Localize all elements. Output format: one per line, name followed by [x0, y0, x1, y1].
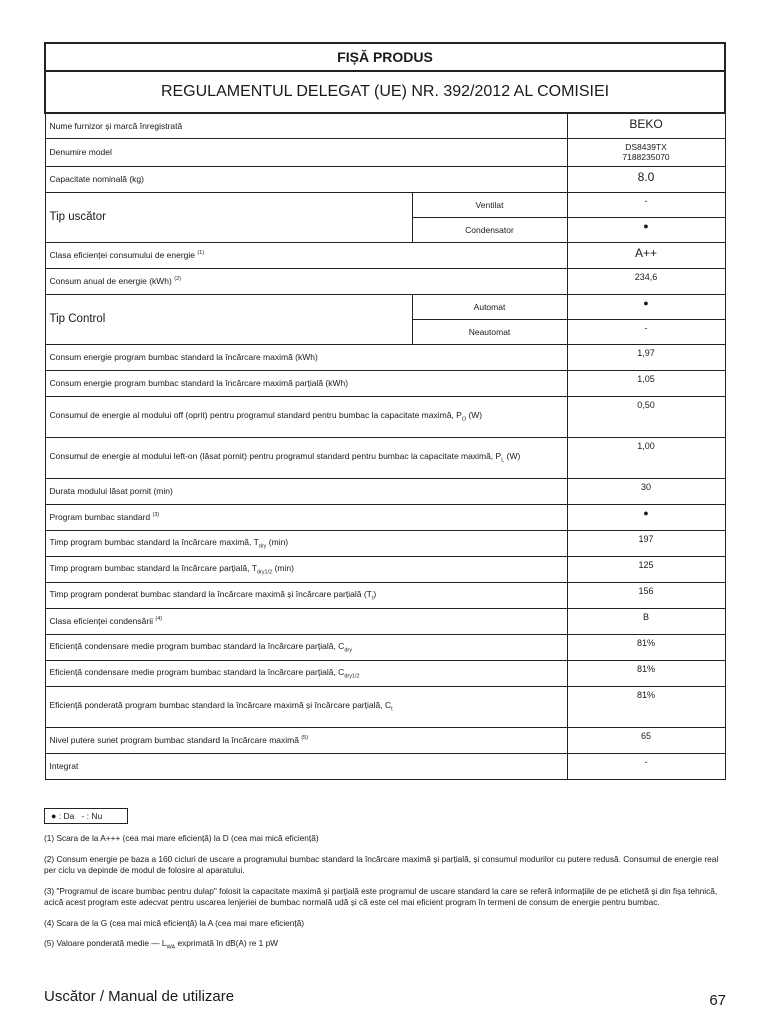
non-automatic-label: Neautomat — [412, 319, 567, 344]
legend-yes: : Da — [56, 811, 75, 821]
condensation-class-value: B — [567, 608, 725, 634]
cond-eff-full-label: Eficiență condensare medie program bumbac standard la încărcare parțială, $C_{dry}$ — [45, 634, 567, 660]
supplier-value: BEKO — [567, 113, 725, 138]
regulation-title: REGULAMENTUL DELEGAT (UE) NR. 392/2012 AL COMISIEI — [45, 71, 725, 113]
control-type-label: Tip Control — [45, 294, 412, 344]
fiche-title: FIȘĂ PRODUS — [45, 43, 725, 71]
footnotes — [44, 833, 724, 963]
footnote-3: (3) "Programul de iscare bumbac pentru dulap" folosit la capacitate maximă și parțială este programul de uscare standard la care se referă informațiile de pe etichetă și din fișa tehnică, acică acest program este adecvat pentru uscarea lenjeriei de bumbac normală udă și că este cel mai eficient program în termeni de consum de energie pentru bumbac. — [44, 885, 718, 907]
off-mode-value: 0,50 — [567, 396, 725, 437]
time-full-label: Timp program bumbac standard la încărcare maximă, $T_{dry}$ (min) — [45, 530, 567, 556]
condenser-value: ● — [567, 217, 725, 242]
model-name: DS8439TX — [625, 141, 667, 152]
time-weighted-value: 156 — [567, 582, 725, 608]
energy-partial-value: 1,05 — [567, 370, 725, 396]
legend-box — [44, 808, 128, 824]
energy-full-value: 1,97 — [567, 344, 725, 370]
efficiency-class-value: A++ — [567, 242, 725, 268]
automatic-value: ● — [567, 294, 725, 319]
model-label: Denumire model — [45, 138, 567, 166]
left-on-duration-value: 30 — [567, 478, 725, 504]
model-value — [567, 138, 725, 166]
noise-value: 65 — [567, 727, 725, 753]
condenser-label: Condensator — [412, 217, 567, 242]
annual-energy-label: Consum anual de energie (kWh) $^{(2)}$ — [45, 268, 567, 294]
capacity-value: 8.0 — [567, 166, 725, 192]
cond-eff-full-value: 81% — [567, 634, 725, 660]
condensation-class-label: Clasa eficienței condensării $^{(4)}$ — [45, 608, 567, 634]
footnote-4: (4) Scara de la G (cea mai mică eficiență) la A (cea mai mare eficiență) — [44, 917, 305, 928]
standard-program-label: Program bumbac standard $^{(3)}$ — [45, 504, 567, 530]
standard-program-value: ● — [567, 504, 725, 530]
cond-eff-weighted-value: 81% — [567, 686, 725, 727]
cond-eff-partial-value: 81% — [567, 660, 725, 686]
capacity-label: Capacitate nominală (kg) — [45, 166, 567, 192]
footnote-2: (2) Consum energie pe baza a 160 cicluri de uscare a programului bumbac standard la încărcare maximă și parțială, și consumul modurilor cu putere redusă. Consumul de energie real per ciclu va depinde de modul de folosire al aparatului. — [44, 853, 719, 875]
annual-energy-value: 234,6 — [567, 268, 725, 294]
footnote-1: (1) Scara de la A+++ (cea mai mare eficiență) la D (cea mai mică eficiență) — [44, 833, 319, 843]
energy-partial-label: Consum energie program bumbac standard la încărcare maximă parțială (kWh) — [45, 370, 567, 396]
integrated-label: Integrat — [45, 753, 567, 779]
off-mode-label: Consumul de energie al modului off (oprit) pentru programul standard pentru bumbac la capacitate maximă, $P_O$ (W) — [45, 396, 567, 437]
time-partial-label: Timp program bumbac standard la încărcare parțială, $T_{dry1/2}$ (min) — [45, 556, 567, 582]
footnote-5: (5) Valoare ponderată medie — $L_{WA}$ exprimată în dB(A) re 1 pW — [44, 938, 279, 951]
vented-value: - — [567, 192, 725, 217]
left-on-value: 1,00 — [567, 437, 725, 478]
cond-eff-weighted-label: Eficiență ponderată program bumbac standard la încărcare maximă și încărcare parțială, $C_t$ — [45, 686, 567, 727]
integrated-value: - — [567, 753, 725, 779]
footer-title: Uscător / Manual de utilizare — [44, 988, 235, 1005]
left-on-duration-label: Durata modului lăsat pornit (min) — [45, 478, 567, 504]
noise-label: Nivel putere sunet program bumbac standard la încărcare maximă $^{(5)}$ — [45, 727, 567, 753]
cond-eff-partial-label: Eficiență condensare medie program bumbac standard la încărcare parțială, $C_{dry1/2}$ — [45, 660, 567, 686]
page-number: 67 — [709, 992, 726, 1009]
model-code: 7188235070 — [622, 151, 670, 162]
left-on-label: Consumul de energie al modului left-on (lăsat pornit) pentru programul standard pentru bumbac la capacitate maximă, $P_L$ (W) — [45, 437, 567, 478]
yes-bullet-icon: ● — [51, 811, 57, 821]
supplier-label: Nume furnizor și marcă înregistrată — [45, 113, 567, 138]
product-fiche-table — [44, 42, 726, 780]
energy-full-label: Consum energie program bumbac standard la încărcare maximă (kWh) — [45, 344, 567, 370]
time-weighted-label: Timp program ponderat bumbac standard la încărcare maximă și încărcare parțială $(T_t)$ — [45, 582, 567, 608]
non-automatic-value: - — [567, 319, 725, 344]
dryer-type-label: Tip uscător — [45, 192, 412, 242]
time-partial-value: 125 — [567, 556, 725, 582]
vented-label: Ventilat — [412, 192, 567, 217]
time-full-value: 197 — [567, 530, 725, 556]
legend-no: - : Nu — [81, 811, 103, 821]
efficiency-class-label: Clasa eficienței consumului de energie $^{(1)}$ — [45, 242, 567, 268]
automatic-label: Automat — [412, 294, 567, 319]
